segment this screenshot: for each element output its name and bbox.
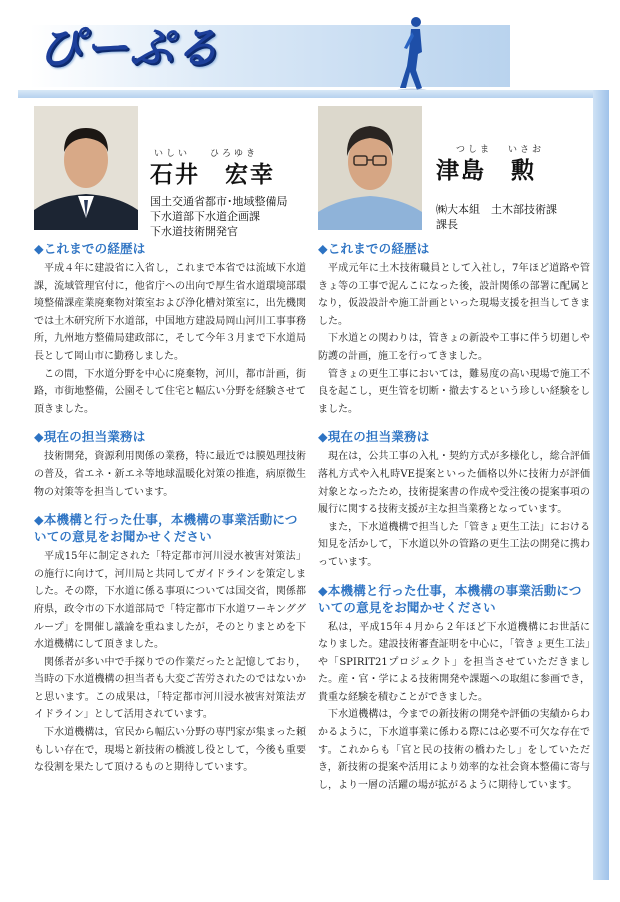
body-paragraph: 下水道との関わりは，管きょの新設や工事に伴う切廻しや防護の計画，施工を行ってきました。 [318, 333, 590, 362]
profile-header [318, 102, 590, 230]
name-reading-family: いしい [154, 149, 191, 159]
name-reading-family: つしま [456, 145, 493, 155]
body-paragraph: 現在は，公共工事の入札・契約方式が多様化し，総合評価落札方式や入札時VE提案といった価格以外に技術力が評価対象となったため，技術提案書の作成や受注後の提案事項の履行に関する技術支援が主な担当業務となっています。 [318, 451, 590, 516]
body-paragraph: 管きょの更生工事においては，難易度の高い現場で施工不良を起こし，更生管を切断・撤去するという珍しい経験をしました。 [318, 368, 590, 415]
affiliation-line: ㈱大本組 土木部技術課 [436, 203, 557, 216]
body-paragraph: 下水道機構は，今までの新技術の開発や評価の実績からわかるように，下水道事業に係わる際には必要不可欠な存在です。これからも「官と民の技術の橋わたし」をしていただき，新技術の提案や活用により効率的な社会資本整備に寄与し，より一層の活躍の場が拡がるように期待しています。 [318, 709, 590, 791]
section-heading: ◆現在の担当業務は [318, 429, 430, 445]
section-opinion [318, 582, 590, 795]
frame-top-border [18, 90, 600, 98]
section-heading: ◆これまでの経歴は [34, 241, 146, 256]
portrait-photo [318, 106, 422, 230]
body-paragraph: 平成15年に制定された「特定都市河川浸水被害対策法」の施行に向けて，河川局と共同してガイドラインを策定しました。その際，下水道に係る事項については国交省，関係都府県，政令市の下水道部局で「特定都市下水道ワーキンググループ」を開催し議論を重ねましたが，そのとりまとめを下水道機構にして頂きました。 [34, 551, 306, 651]
frame-right-border [593, 90, 609, 880]
body-paragraph: 平成元年に土木技術職員として入社し，7年ほど道路や管きょ等の工事で泥んこになった後，設計関係の部署に配属となり，仮設設計や施工計画といった現場支援を担当してきました。 [318, 263, 590, 327]
section-heading: ◆現在の担当業務は [34, 429, 146, 445]
person-name: 津島 勲 [436, 157, 536, 184]
name-reading-given: ひろゆき [210, 149, 259, 159]
affiliation [150, 194, 288, 239]
affiliation [436, 202, 557, 232]
portrait-photo [34, 106, 138, 230]
body-paragraph: 技術開発，資源利用関係の業務，特に最近では膜処理技術の普及，省エネ・新エネ等地球温暖化対策の推進，病原微生物の対策等を担当しています。 [34, 451, 306, 498]
section-career [34, 240, 306, 418]
magazine-section-logo: ぴーぷる [38, 23, 222, 74]
section-current-duties [318, 428, 590, 571]
body-paragraph: 私は，平成15年４月から２年ほど下水道機構にお世話になりました。建設技術審査証明を中心に，「管きょ更生工法」や「SPIRIT21プロジェクト」を担当させていただきました。産・官・学による技術開発や課題への取組に参画でき，貴重な経験を積むことができました。 [318, 621, 590, 703]
person-name: 石井 宏幸 [150, 161, 275, 188]
affiliation-line: 下水道部下水道企画課 [150, 210, 260, 223]
body-paragraph: 下水道機構は，官民から幅広い分野の専門家が集まった頼もしい存在で，現場と新技術の橋渡し役として，今後も重要な役割を果たして頂けるものと期待しています。 [34, 727, 306, 774]
profile-header [34, 102, 306, 238]
section-opinion [34, 511, 306, 777]
body-paragraph: 関係者が多い中で手探りでの作業だったと記憶しており，当時の下水道機構の担当者も大変ご苦労されたのではないかと思います。この成果は，「特定都市河川浸水被害対策法ガイドライン」として活用されています。 [34, 656, 306, 721]
section-heading: ◆本機構と行った仕事，本機構の事業活動についての意見をお聞かせください [34, 512, 298, 545]
section-heading: ◆本機構と行った仕事，本機構の事業活動についての意見をお聞かせください [318, 582, 582, 615]
affiliation-line: 課長 [436, 218, 458, 231]
body-paragraph: また，下水道機構で担当した「管きょ更生工法」における知見を活かして，下水道以外の管路の更生工法の開発に携わっています。 [318, 521, 590, 568]
body-paragraph: この間，下水道分野を中心に廃棄物，河川，都市計画，街路，市街地整備，公園そして住宅と幅広い分野を経験させて頂きました。 [34, 368, 306, 415]
affiliation-line: 下水道技術開発官 [150, 225, 238, 238]
section-career [318, 240, 590, 418]
walking-person-icon [392, 14, 436, 94]
name-reading-given: いさお [508, 145, 545, 155]
section-heading: ◆これまでの経歴は [318, 241, 430, 256]
affiliation-line: 国土交通省都市･地域整備局 [150, 195, 288, 208]
section-current-duties [34, 428, 306, 501]
body-paragraph: 平成４年に建設省に入省し，これまで本省では流域下水道課，流域管理官付に，他省庁への出向で厚生省水道環境部環境整備課産業廃棄物対策室および浄化槽対策室に，出先機関では土木研究所下水道部，中国地方建設局岡山河川工事事務所，九州地方整備局建政部に，そして今年３月まで下水道局長として岡山市に勤務しました。 [34, 263, 306, 362]
right-column [318, 102, 590, 794]
left-column [34, 102, 306, 777]
